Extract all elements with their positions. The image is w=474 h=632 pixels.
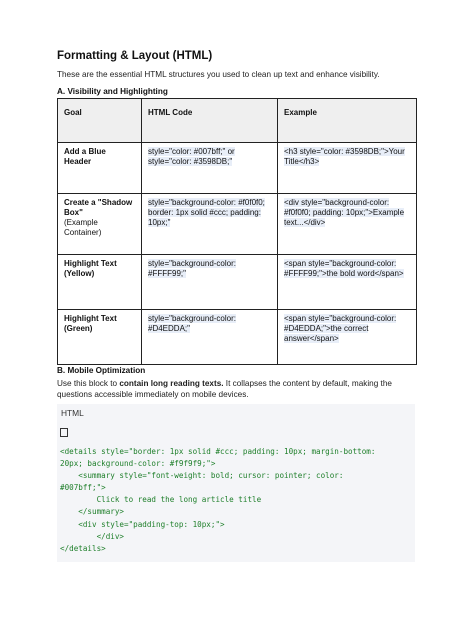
code-text: style="background-color: #f0f0f0; border: 1px solid #ccc; padding: 10px;" — [148, 198, 265, 227]
table-row — [58, 143, 417, 194]
section-a-heading: A. Visibility and Highlighting — [57, 87, 168, 96]
goal-subtext: (Example Container) — [64, 218, 102, 237]
code-text: style="background-color: #FFFF99;" — [148, 259, 236, 278]
formatting-table — [57, 98, 417, 365]
mobile-text-bold: contain long reading texts. — [119, 379, 224, 388]
example-text: <span style="background-color: #D4EDDA;">the correct answer</span> — [284, 314, 397, 343]
goal-text: Highlight Text (Green) — [64, 314, 117, 333]
table-row — [58, 255, 417, 310]
mobile-paragraph — [57, 379, 427, 400]
code-cell — [142, 255, 278, 310]
example-text: <span style="background-color: #FFFF99;">the bold word</span> — [284, 259, 404, 278]
copy-icon[interactable] — [60, 428, 68, 437]
code-block — [57, 404, 415, 562]
code-cell — [142, 194, 278, 255]
table-row — [58, 310, 417, 365]
column-header-code: HTML Code — [142, 99, 278, 143]
code-language-label: HTML — [61, 408, 84, 418]
example-cell — [278, 194, 417, 255]
example-text: <h3 style="color: #3598DB;">Your Title</h3> — [284, 147, 405, 166]
column-header-example: Example — [278, 99, 417, 143]
example-cell — [278, 310, 417, 365]
code-cell — [142, 310, 278, 365]
goal-text: Highlight Text (Yellow) — [64, 259, 117, 278]
page-title: Formatting & Layout (HTML) — [57, 50, 213, 62]
goal-text: Create a "Shadow Box" — [64, 198, 133, 217]
example-text: <div style="background-color: #f0f0f0; padding: 10px;">Example text...</div> — [284, 198, 405, 227]
code-text: style="color: #007bff;" or style="color: #3598DB;" — [148, 147, 235, 166]
goal-cell — [58, 143, 142, 194]
mobile-text-after: It collapses the content by default, making the questions accessible immediately on mobile devices. — [57, 379, 392, 399]
code-cell — [142, 143, 278, 194]
table-row — [58, 194, 417, 255]
section-b-heading: B. Mobile Optimization — [57, 366, 146, 375]
example-cell — [278, 143, 417, 194]
mobile-text-before: Use this block to — [57, 379, 120, 388]
goal-cell — [58, 194, 142, 255]
intro-paragraph: These are the essential HTML structures you used to clean up text and enhance visibility. — [57, 70, 380, 79]
goal-cell — [58, 310, 142, 365]
example-cell — [278, 255, 417, 310]
table-header-row — [58, 99, 417, 143]
code-snippet: <details style="border: 1px solid #ccc; padding: 10px; margin-bottom: 20px; background-color: #f9f9f9;"> <summary style="font-weight: bold; cursor: pointer; color: #007bff;"> Click to read the long article title </summary> <div style="padding-top: 10px;"> </div> </details> — [60, 447, 376, 553]
goal-cell — [58, 255, 142, 310]
goal-text: Add a Blue Header — [64, 147, 106, 166]
code-text: style="background-color: #D4EDDA;" — [148, 314, 236, 333]
column-header-goal: Goal — [58, 99, 142, 143]
